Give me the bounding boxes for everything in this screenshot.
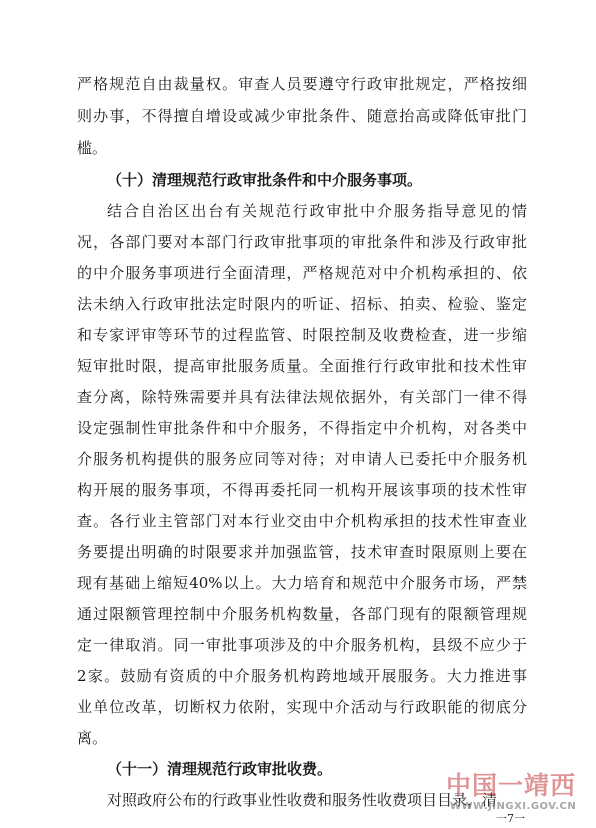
paragraph-line: 离。 [77, 729, 108, 747]
paragraph-line: 构开展的服务事项，不得再委托同一机构开展该事项的技术性审 [77, 481, 527, 499]
paragraph-line: 对照政府公布的行政事业性收费和服务性收费项目目录，清 [107, 791, 498, 809]
watermark-site-name: 中国一靖西 [446, 771, 577, 800]
paragraph-line: 结合自治区出台有关规范行政审批中介服务指导意见的情 [107, 202, 527, 220]
paragraph-line: 短审批时限，提高审批服务质量。全面推行行政审批和技术性审 [77, 357, 527, 375]
paragraph-line: 查。各行业主管部门对本行业交由中介机构承担的技术性审查业 [77, 512, 527, 530]
paragraph-line: 现有基础上缩短40%以上。大力培育和规范中介服务市场，严禁 [77, 574, 527, 592]
paragraph-line: 则办事，不得擅自增设或减少审批条件、随意抬高或降低审批门 [77, 107, 527, 125]
section-heading: （十一）清理规范行政审批收费。 [107, 760, 333, 778]
paragraph-line: 介服务机构提供的服务应同等对待；对申请人已委托中介服务机 [77, 450, 527, 468]
paragraph-line: 况，各部门要对本部门行政审批事项的审批条件和涉及行政审批 [77, 233, 527, 251]
paragraph-line: 2家。鼓励有资质的中介服务机构跨地域开展服务。大力推进事 [77, 667, 527, 685]
paragraph-line: 槛。 [77, 139, 108, 157]
paragraph-line: 设定强制性审批条件和中介服务，不得指定中介机构，对各类中 [77, 419, 527, 437]
paragraph-line: 严格规范自由裁量权。审查人员要遵守行政审批规定，严格按细 [77, 75, 527, 93]
paragraph-line: 务要提出明确的时限要求并加强监管，技术审查时限原则上要在 [77, 543, 527, 561]
watermark-url: WWW.JINGXI.GOV.CN [450, 801, 577, 812]
paragraph-line: 和专家评审等环节的过程监管、时限控制及收费检查，进一步缩 [77, 326, 527, 344]
paragraph-line: 定一律取消。同一审批事项涉及的中介服务机构，县级不应少于 [77, 636, 527, 654]
section-heading: （十）清理规范行政审批条件和中介服务事项。 [107, 171, 423, 189]
paragraph-line: 业单位改革，切断权力依附，实现中介活动与行政职能的彻底分 [77, 698, 527, 716]
paragraph-line: 的中介服务事项进行全面清理，严格规范对中介机构承担的、依 [77, 264, 527, 282]
paragraph-line: 法未纳入行政审批法定时限内的听证、招标、拍卖、检验、鉴定 [77, 295, 527, 313]
paragraph-line: 通过限额管理控制中介服务机构数量，各部门现有的限额管理规 [77, 605, 527, 623]
page-number: 一7一 [496, 812, 525, 825]
paragraph-line: 查分离，除特殊需要并具有法律法规依据外，有关部门一律不得 [77, 388, 527, 406]
